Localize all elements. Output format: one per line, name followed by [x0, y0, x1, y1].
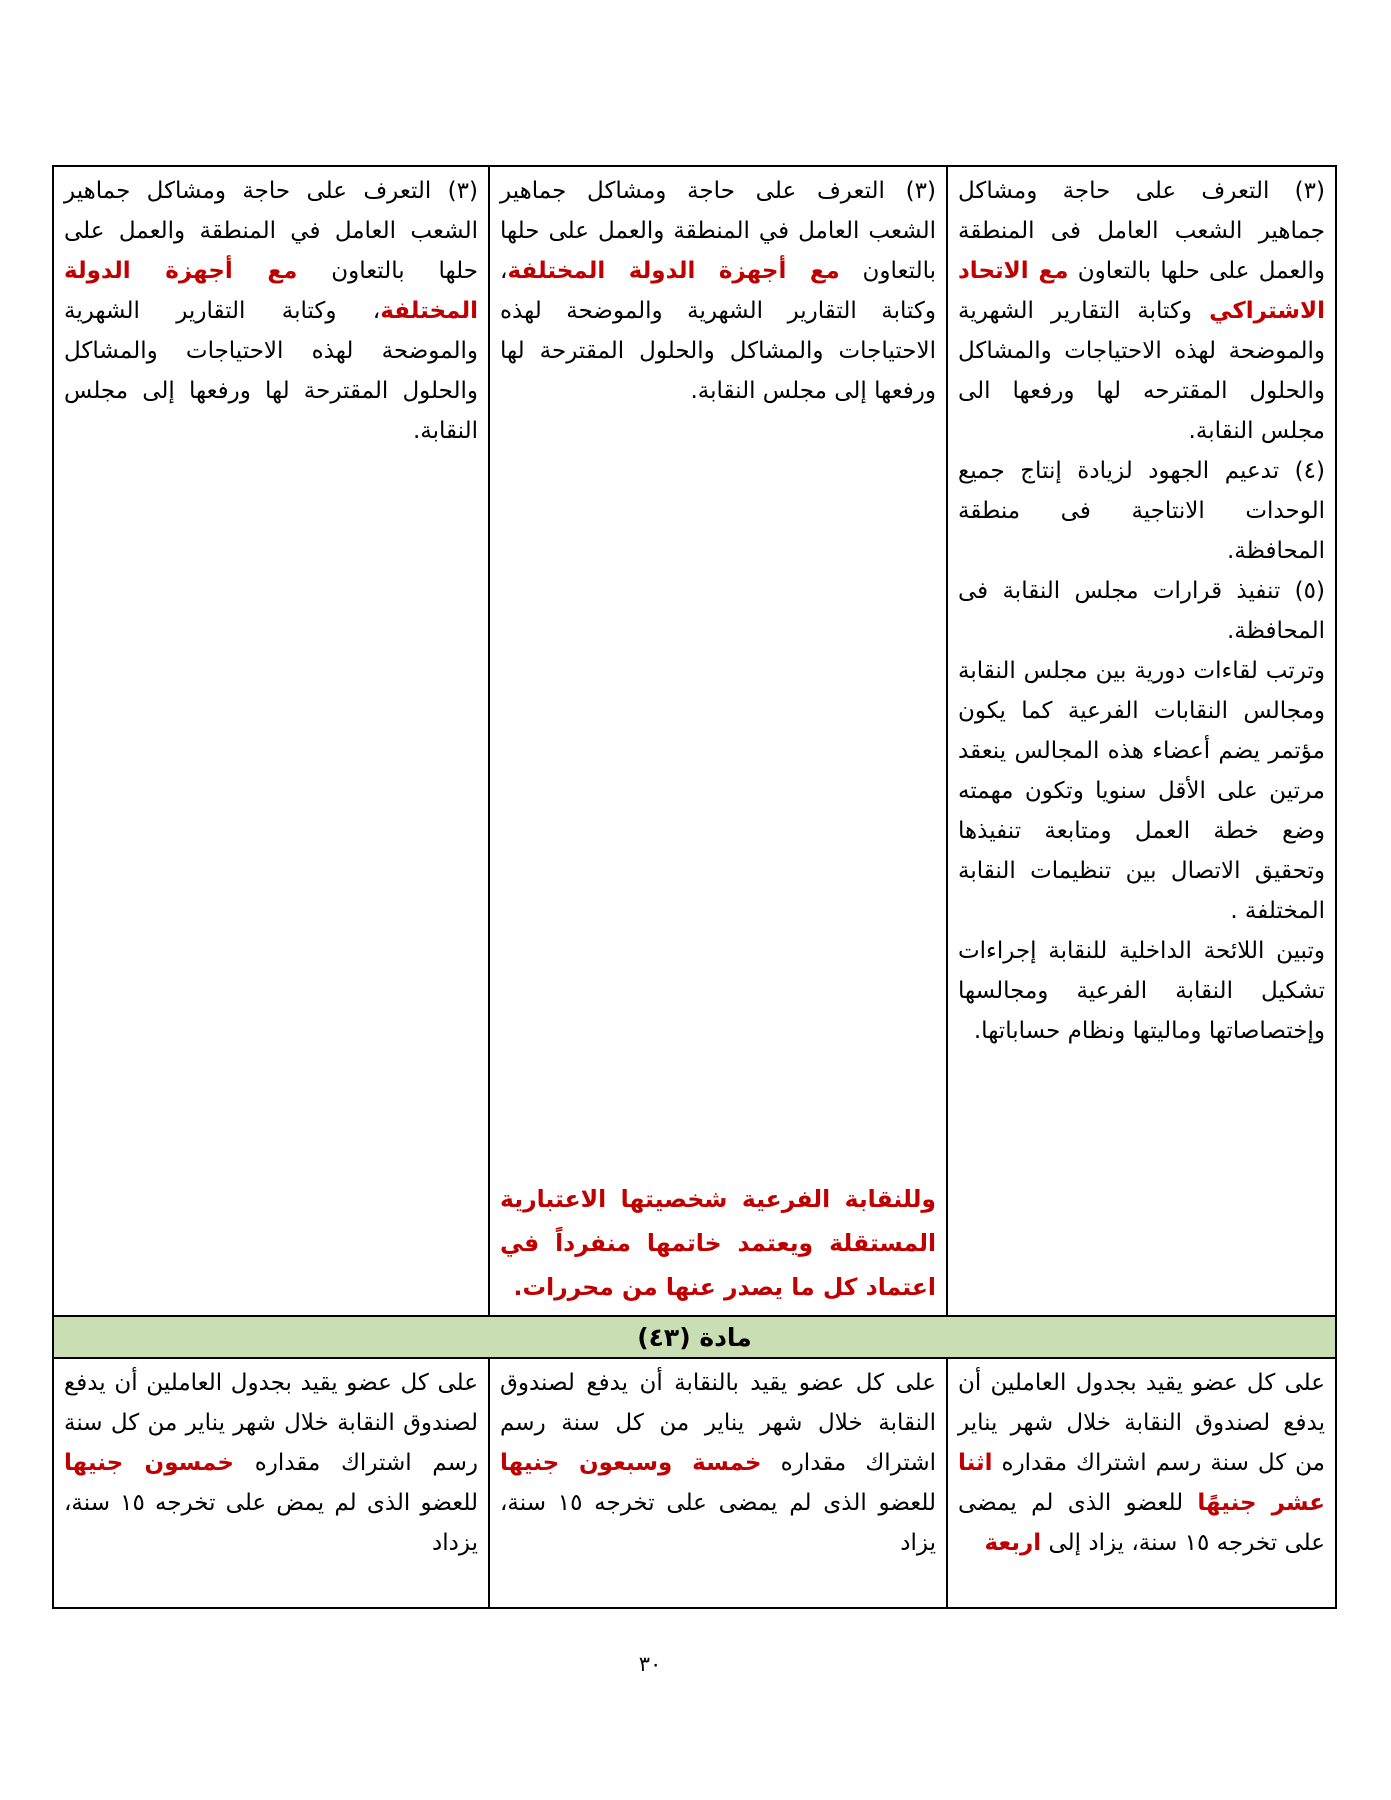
paragraph-fees-right: على كل عضو يقيد بجدول العاملين أن يدفع لصندوق النقابة خلال شهر يناير من كل سنة رسم اشتراك مقداره اثنا عشر جنيهًا للعضو الذى لم يمضى على تخرجه ١٥ سنة، يزاد إلى اربعة: [958, 1370, 1325, 1556]
row3-cell-left: [53, 1358, 489, 1608]
paragraph-item-4-right: (٤) تدعيم الجهود لزيادة إنتاج جميع الوحدات الانتاجية فى منطقة المحافظة.: [958, 458, 1325, 564]
paragraph-fees-middle: على كل عضو يقيد بالنقابة أن يدفع لصندوق النقابة خلال شهر يناير من كل سنة رسم اشتراك مقداره خمسة وسبعون جنيها للعضو الذى لم يمضى على تخرجه ١٥ سنة، يزاد: [500, 1370, 937, 1556]
comparison-table: [52, 165, 1337, 1609]
paragraph-meetings-right: وترتب لقاءات دورية بين مجلس النقابة ومجالس النقابات الفرعية كما يكون مؤتمر يضم أعضاء هذه المجالس ينعقد مرتين على الأقل سنويا وتكون مهمته وضع خطة العمل ومتابعة تنفيذها وتحقيق الاتصال بين تنظيمات النقابة المختلفة .: [958, 658, 1325, 924]
paragraph-item-3-middle: (٣) التعرف على حاجة ومشاكل جماهير الشعب العامل في المنطقة والعمل على حلها بالتعاون مع أجهزة الدولة المختلفة، وكتابة التقارير الشهرية والموضحة لهذه الاحتياجات والمشاكل والحلول المقترحة لها ورفعها إلى مجلس النقابة.: [500, 178, 936, 404]
article-43-banner: [53, 1316, 1336, 1358]
paragraph-item-3-left: (٣) التعرف على حاجة ومشاكل جماهير الشعب العامل في المنطقة والعمل على حلها بالتعاون مع أجهزة الدولة المختلفة، وكتابة التقارير الشهرية والموضحة لهذه الاحتياجات والمشاكل والحلول المقترحة لها ورفعها إلى مجلس النقابة.: [64, 178, 478, 444]
row3-cell-right: [947, 1358, 1336, 1608]
page-number: ٣٠: [638, 1652, 662, 1676]
row1-middle-content: [500, 171, 936, 1309]
table-row-article-43-fees: [53, 1358, 1336, 1608]
paragraph-item-3-right: (٣) التعرف على حاجة ومشاكل جماهير الشعب العامل فى المنطقة والعمل على حلها بالتعاون مع الاتحاد الاشتراكي وكتابة التقارير الشهرية والموضحة لهذه الاحتياجات والمشاكل والحلول المقترحه لها ورفعها الى مجلس النقابة.: [958, 178, 1326, 444]
paragraph-fees-left: على كل عضو يقيد بجدول العاملين أن يدفع لصندوق النقابة خلال شهر يناير من كل سنة رسم اشتراك مقداره خمسون جنيها للعضو الذى لم يمض على تخرجه ١٥ سنة، يزداد: [64, 1370, 478, 1556]
article-banner-row: [53, 1316, 1336, 1358]
row1-cell-right: [947, 166, 1336, 1316]
table-row-article-42-items: [53, 166, 1336, 1316]
row1-cell-left: [53, 166, 489, 1316]
article-43-banner-label: مادة (٤٣): [637, 1322, 752, 1352]
paragraph-item-5-right: (٥) تنفيذ قرارات مجلس النقابة فى المحافظة.: [958, 578, 1325, 644]
paragraph-legal-personality-red: وللنقابة الفرعية شخصيتها الاعتبارية المستقلة ويعتمد خاتمها منفرداً في اعتماد كل ما يصدر عنها من محررات.: [500, 1185, 936, 1301]
row1-cell-middle: [489, 166, 947, 1316]
row3-cell-middle: [489, 1358, 947, 1608]
paragraph-bylaws-right: وتبين اللائحة الداخلية للنقابة إجراءات تشكيل النقابة الفرعية ومجالسها وإختصاصاتها وماليتها ونظام حساباتها.: [958, 938, 1325, 1044]
